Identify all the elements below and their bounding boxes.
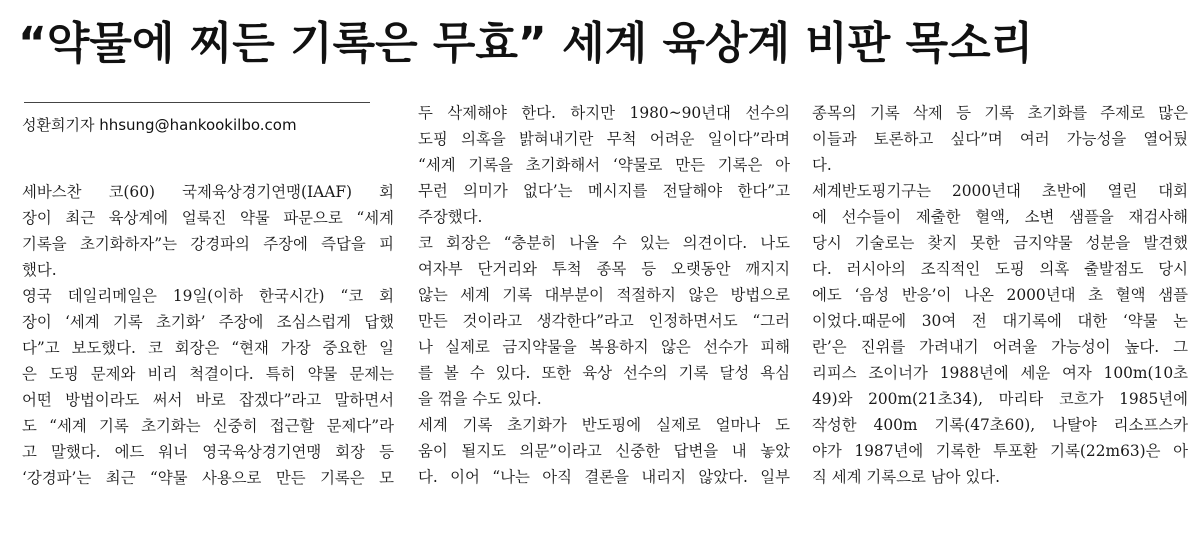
article-line: 코 회장은 “충분히 나올 수 있는 의견이다. 나도 — [418, 234, 790, 252]
article-line: 다”고 보도했다. 코 회장은 “현재 가장 중요한 일 — [22, 339, 394, 357]
article-line: 고 말했다. 에드 워너 영국육상경기연맹 회장 등 — [22, 443, 394, 461]
article-line: 이었다.때문에 30여 전 대기록에 대한 ‘약물 논 — [812, 312, 1188, 330]
article-line: 주장했다. — [418, 208, 483, 226]
article-line: 리피스 조이너가 1988년에 세운 여자 100m(10초 — [812, 364, 1188, 382]
article-line: 장이 ‘세계 기록 초기화’ 주장에 조심스럽게 답했 — [22, 313, 394, 331]
article-line: 움이 될지도 의문”이라고 신중한 답변을 내 놓았 — [418, 442, 790, 460]
article-line: 세계반도핑기구는 2000년대 초반에 열린 대회 — [812, 182, 1188, 200]
article-line: 나 실제로 금지약물을 복용하지 않은 선수가 피해 — [418, 338, 790, 356]
article-line: 영국 데일리메일은 19일(이하 한국시간) “코 회 — [22, 287, 394, 305]
article-line: 무런 의미가 없다’는 메시지를 전달해야 한다”고 — [418, 182, 790, 200]
article-line: 작성한 400m 기록(47초60), 나탈야 리소프스카 — [812, 416, 1188, 434]
article-line: 다. 러시아의 조직적인 도핑 의혹 출발점도 당시 — [812, 260, 1188, 278]
article-line: 여자부 단거리와 투척 종목 등 오랫동안 깨지지 — [418, 260, 790, 278]
article-line: 했다. — [22, 261, 57, 279]
article-line: 다. 이어 “나는 아직 결론을 내리지 않았다. 일부 — [418, 468, 790, 486]
article-line: “세계 기록을 초기화해서 ‘약물로 만든 기록은 아 — [418, 156, 790, 174]
article-line: 도핑 의혹을 밝혀내기란 무척 어려운 일이다”라며 — [418, 130, 790, 148]
article-line: 도 “세계 기록 초기화는 신중히 접근할 문제다”라 — [22, 417, 394, 435]
byline-rule — [24, 102, 370, 103]
article-line: 49)와 200m(21초34), 마리타 코흐가 1985년에 — [812, 390, 1188, 408]
article-line: 세바스찬 코(60) 국제육상경기연맹(IAAF) 회 — [22, 183, 394, 201]
article-column-1 — [22, 179, 394, 491]
article-line: 을 꺾을 수도 있다. — [418, 390, 542, 408]
article-line: ‘강경파’는 최근 “약물 사용으로 만든 기록은 모 — [22, 469, 394, 487]
article-line: 장이 최근 육상계에 얼룩진 약물 파문으로 “세계 — [22, 209, 394, 227]
headline: “약물에 찌든 기록은 무효” 세계 육상계 비판 목소리 — [18, 18, 1034, 69]
article-line: 은 도핑 문제와 비리 척결이다. 특히 약물 문제는 — [22, 365, 394, 383]
article-line: 당시 기술로는 찾지 못한 금지약물 성분을 발견했 — [812, 234, 1188, 252]
article-line: 만든 것이라고 생각한다”라고 인정하면서도 “그러 — [418, 312, 790, 330]
article-line: 야가 1987년에 기록한 투포환 기록(22m63)은 아 — [812, 442, 1188, 460]
article-column-3 — [812, 100, 1188, 490]
article-line: 않는 세계 기록 대부분이 적절하지 않은 방법으로 — [418, 286, 790, 304]
article-line: 에도 ‘음성 반응’이 나온 2000년대 초 혈액 샘플 — [812, 286, 1188, 304]
article-line: 를 볼 수 있다. 또한 육상 선수의 기록 달성 욕심 — [418, 364, 790, 382]
article-line: 두 삭제해야 한다. 하지만 1980~90년대 선수의 — [418, 104, 790, 122]
article-line: 어떤 방법이라도 써서 바로 잡겠다”라고 말하면서 — [22, 391, 394, 409]
article-line: 종목의 기록 삭제 등 기록 초기화를 주제로 많은 — [812, 104, 1188, 122]
article-line: 란’은 진위를 가려내기 어려울 가능성이 높다. 그 — [812, 338, 1188, 356]
article-line: 이들과 토론하고 싶다”며 여러 가능성을 열어뒀 — [812, 130, 1188, 148]
article-line: 다. — [812, 156, 832, 174]
article-line: 기록을 초기화하자”는 강경파의 주장에 즉답을 피 — [22, 235, 394, 253]
article-column-2 — [418, 100, 790, 490]
article-line: 에 선수들이 제출한 혈액, 소변 샘플을 재검사해 — [812, 208, 1188, 226]
article-line: 세계 기록 초기화가 반도핑에 실제로 얼마나 도 — [418, 416, 790, 434]
article-line: 직 세계 기록으로 남아 있다. — [812, 468, 1001, 486]
byline: 성환희기자 hhsung@hankookilbo.com — [22, 116, 297, 134]
